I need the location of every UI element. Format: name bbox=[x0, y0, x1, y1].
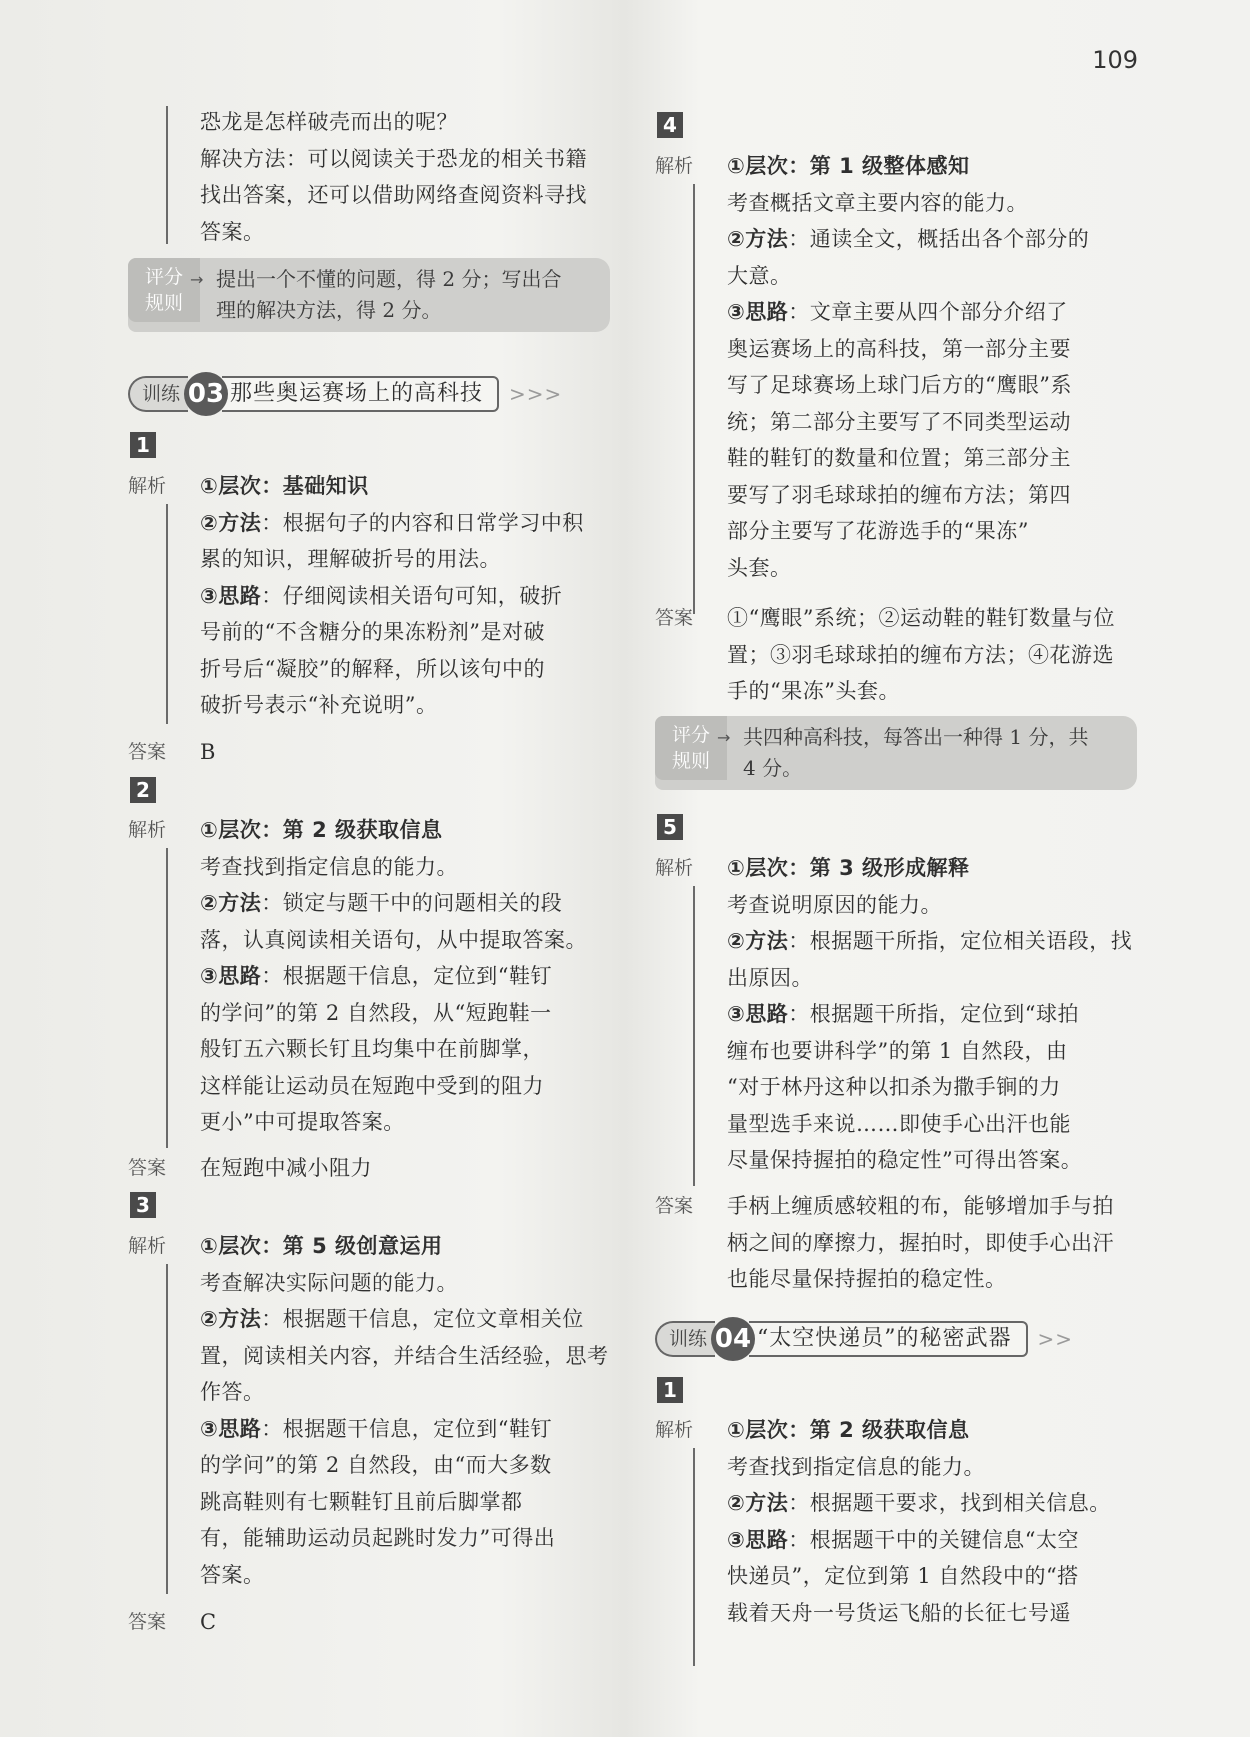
answer-value: C bbox=[200, 1610, 217, 1634]
arrow-icon: → bbox=[717, 728, 731, 747]
analysis-label: 解析 bbox=[655, 857, 694, 879]
analysis-label: 解析 bbox=[128, 819, 167, 841]
training-number: 04 bbox=[711, 1317, 755, 1361]
arrow-icon: → bbox=[190, 270, 204, 289]
vertical-rule bbox=[693, 886, 695, 1186]
answer-label: 答案 bbox=[128, 1157, 167, 1179]
training-header-04 bbox=[655, 1318, 1073, 1360]
answer-label: 答案 bbox=[655, 1195, 694, 1217]
chevrons-icon: >>> bbox=[509, 382, 563, 406]
training-title: “太空快递员”的秘密武器 bbox=[749, 1321, 1028, 1357]
answer-label: 答案 bbox=[655, 607, 694, 629]
text-line: 找出答案，还可以借助网络查阅资料寻找 bbox=[200, 183, 587, 207]
text-line: 答案。 bbox=[200, 219, 265, 244]
text-line: 解决方法：可以阅读关于恐龙的相关书籍 bbox=[200, 146, 587, 171]
scoring-rules-box bbox=[128, 258, 610, 332]
vertical-rule bbox=[166, 848, 168, 1148]
analysis-body: ①层次：第 2 级获取信息 考查找到指定信息的能力。 ②方法：锁定与题干中的问题相关的段 落，认真阅读相关语句，从中提取答案。 ③思路：根据题干信息，定位到“鞋钉 的学问”的第 2 自然段，从“短跑鞋一 般钉五六颗长钉且均集中在前脚掌， 这样能让运动员在短跑中受到的阻力 更小”中可提取答案。 bbox=[200, 818, 587, 1134]
page-number: 109 bbox=[1092, 46, 1138, 74]
analysis-label: 解析 bbox=[128, 475, 167, 497]
intro-block bbox=[200, 104, 690, 250]
analysis-body: ①层次：第 1 级整体感知 考查概括文章主要内容的能力。 ②方法：通读全文，概括出各个部分的 大意。 ③思路：文章主要从四个部分介绍了 奥运赛场上的高科技，第一部分主要 写了足球赛场上球门后方的“鹰眼”系 统；第二部分主要写了不同类型运动 鞋的鞋钉的数量和位置；第三部分主 要写了羽毛球球拍的缠布方法；第四 部分主要写了花游选手的“果冻” 头套。 bbox=[727, 154, 1090, 580]
question-number: 1 bbox=[130, 432, 156, 458]
analysis-body: ①层次：第 2 级获取信息 考查找到指定信息的能力。 ②方法：根据题干要求，找到相关信息。 ③思路：根据题干中的关键信息“太空 快递员”，定位到第 1 自然段中的“搭 载着天舟一号货运飞船的长征七号遥 bbox=[727, 1418, 1111, 1625]
training-tag: 训练 bbox=[655, 1321, 715, 1357]
question-number: 5 bbox=[657, 814, 683, 840]
vertical-rule bbox=[166, 1264, 168, 1594]
answer-label: 答案 bbox=[128, 1611, 167, 1633]
vertical-rule bbox=[166, 504, 168, 724]
chevrons-icon: >> bbox=[1037, 1327, 1074, 1351]
question-number: 1 bbox=[657, 1377, 683, 1403]
scoring-rules-tag: 评分 规则 bbox=[128, 258, 200, 322]
analysis-body: ①层次：第 5 级创意运用 考查解决实际问题的能力。 ②方法：根据题干信息，定位文章相关位 置，阅读相关内容，并结合生活经验，思考 作答。 ③思路：根据题干信息，定位到“鞋钉 的学问”的第 2 自然段，由“而大多数 跳高鞋则有七颗鞋钉且前后脚掌都 有，能辅助运动员起跳时发力”可得出 答案。 bbox=[200, 1234, 609, 1587]
scoring-rules-box bbox=[655, 716, 1137, 790]
answer-label: 答案 bbox=[128, 741, 167, 763]
scoring-rules-text: 提出一个不懂的问题，得 2 分；写出合 理的解决方法，得 2 分。 bbox=[216, 267, 562, 322]
answer-value: 在短跑中减小阻力 bbox=[200, 1156, 372, 1180]
vertical-rule bbox=[166, 106, 168, 244]
analysis-body: ①层次：第 3 级形成解释 考查说明原因的能力。 ②方法：根据题干所指，定位相关语段，找 出原因。 ③思路：根据题干所指，定位到“球拍 缠布也要讲科学”的第 1 自然段，由 “对于林丹这种以扣杀为撒手锏的力 量型选手来说……即使手心出汗也能 尽量保持握拍的稳定性”可得出答案。 bbox=[727, 856, 1133, 1172]
training-number: 03 bbox=[184, 372, 228, 416]
question-number: 3 bbox=[130, 1192, 156, 1218]
question-number: 2 bbox=[130, 777, 156, 803]
vertical-rule bbox=[693, 1448, 695, 1666]
answer-body: ①“鹰眼”系统；②运动鞋的鞋钉数量与位 置；③羽毛球球拍的缠布方法；④花游选 手的“果冻”头套。 bbox=[727, 606, 1115, 703]
scoring-rules-text: 共四种高科技，每答出一种得 1 分，共 4 分。 bbox=[743, 725, 1089, 780]
training-tag: 训练 bbox=[128, 376, 188, 412]
scoring-rules-tag: 评分 规则 bbox=[655, 716, 727, 780]
analysis-label: 解析 bbox=[655, 155, 694, 177]
analysis-body: ①层次：基础知识 ②方法：根据句子的内容和日常学习中积 累的知识，理解破折号的用法。 ③思路：仔细阅读相关语句可知，破折 号前的“不含糖分的果冻粉剂”是对破 折号后“凝胶”的解释，所以该句中的 破折号表示“补充说明”。 bbox=[200, 474, 584, 717]
text-line: 恐龙是怎样破壳而出的呢？ bbox=[200, 110, 458, 134]
question-number: 4 bbox=[657, 112, 683, 138]
training-header-03 bbox=[128, 373, 562, 415]
training-title: 那些奥运赛场上的高科技 bbox=[222, 376, 499, 412]
analysis-label: 解析 bbox=[655, 1419, 694, 1441]
answer-value: B bbox=[200, 740, 216, 764]
vertical-rule bbox=[693, 184, 695, 614]
answer-body: 手柄上缠质感较粗的布，能够增加手与拍 柄之间的摩擦力，握拍时，即使手心出汗 也能尽量保持握拍的稳定性。 bbox=[727, 1194, 1114, 1291]
analysis-label: 解析 bbox=[128, 1235, 167, 1257]
